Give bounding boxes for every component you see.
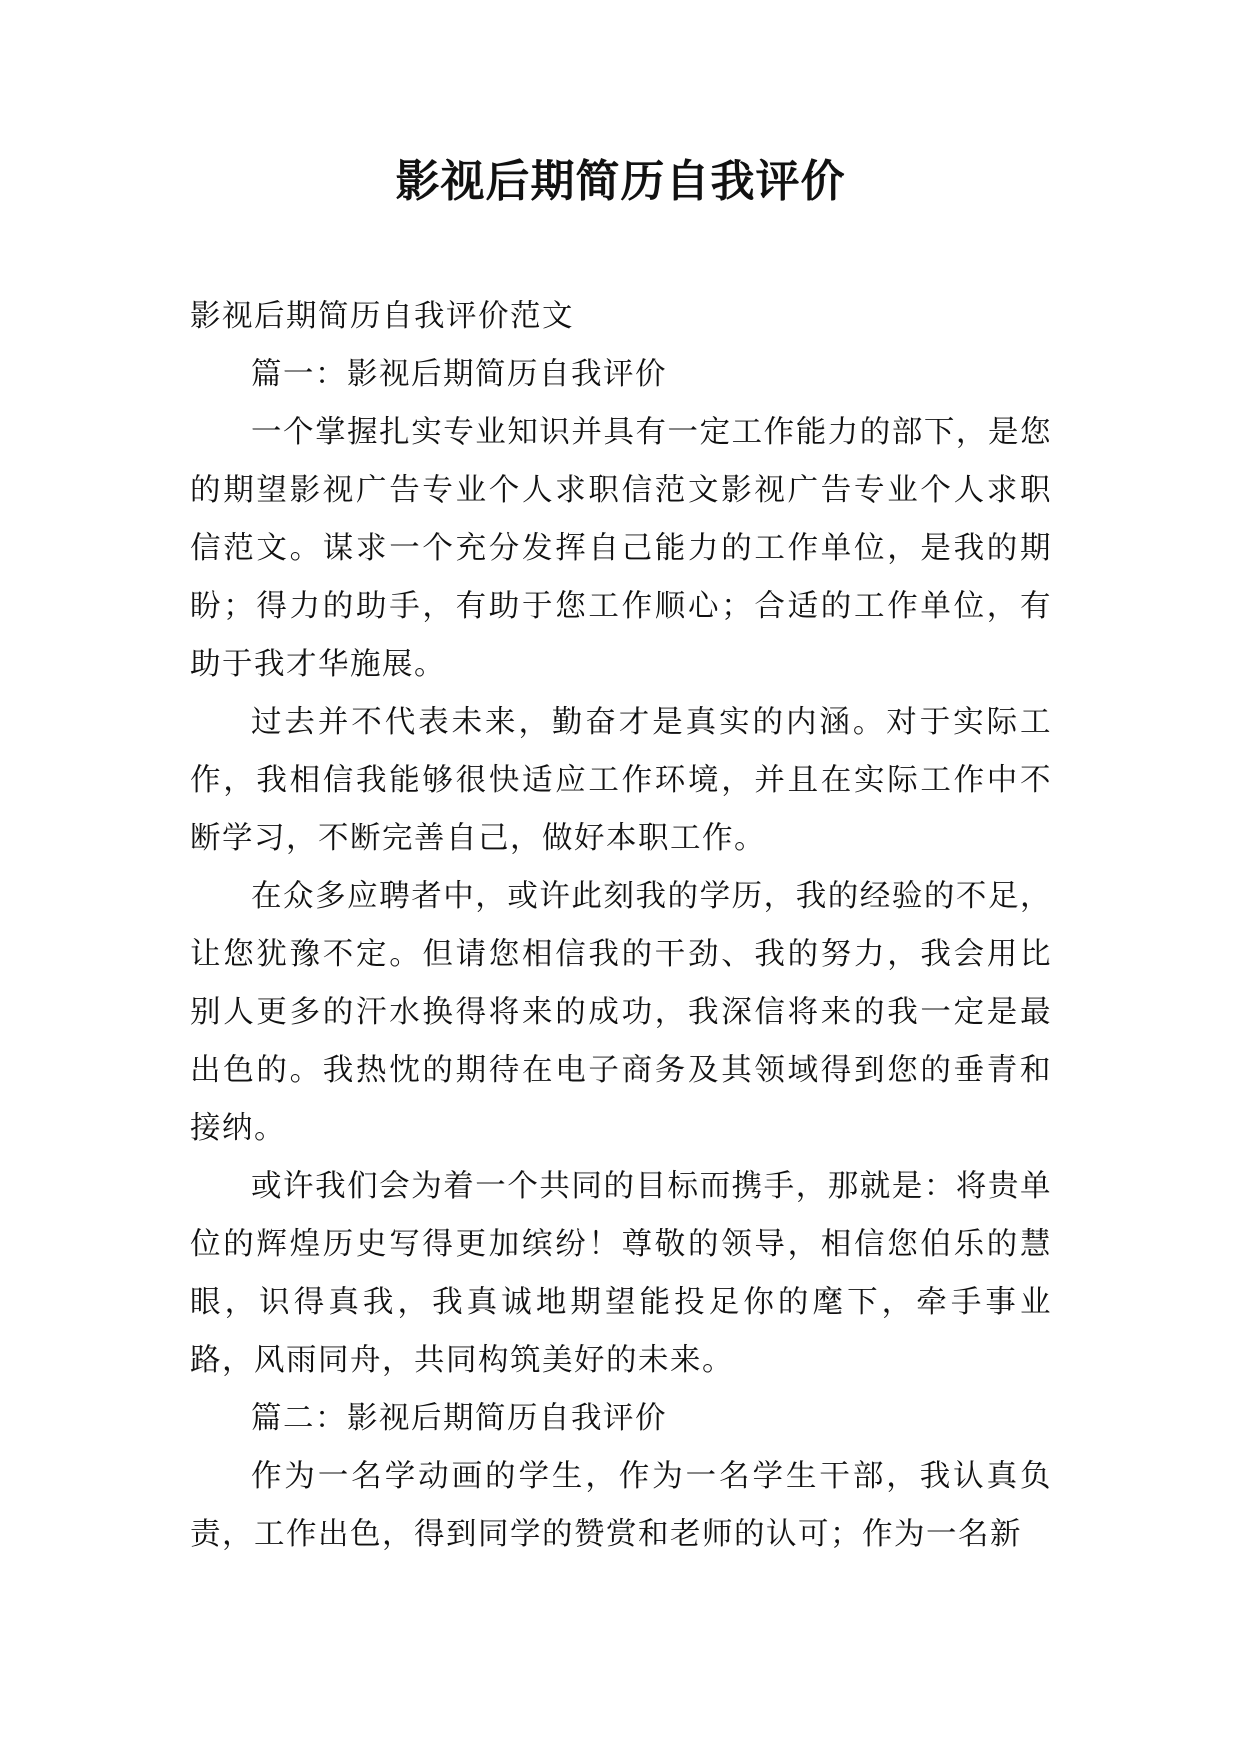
paragraph: 作为一名学动画的学生，作为一名学生干部，我认真负责，工作出色，得到同学的赞赏和老师的认可；作为一名新: [190, 1459, 1052, 1552]
section-heading-1: 篇一：影视后期简历自我评价: [251, 357, 667, 392]
document-title: 影视后期简历自我评价: [395, 156, 846, 207]
paragraph: 在众多应聘者中，或许此刻我的学历，我的经验的不足，让您犹豫不定。但请您相信我的干劲、我的努力，我会用比别人更多的汗水换得将来的成功，我深信将来的我一定是最出色的。我热忱的期待在电子商务及其领域得到您的垂青和接纳。: [190, 879, 1052, 1146]
paragraph: 过去并不代表未来，勤奋才是真实的内涵。对于实际工作，我相信我能够很快适应工作环境，并且在实际工作中不断学习，不断完善自己，做好本职工作。: [190, 705, 1052, 856]
section-heading-2: 篇二：影视后期简历自我评价: [251, 1401, 667, 1436]
document-body: [190, 288, 1052, 1564]
paragraph: 或许我们会为着一个共同的目标而携手，那就是：将贵单位的辉煌历史写得更加缤纷！尊敬的领导，相信您伯乐的慧眼，识得真我，我真诚地期望能投足你的麾下，牵手事业路，风雨同舟，共同构筑美好的未来。: [190, 1169, 1052, 1378]
document-subtitle: 影视后期简历自我评价范文: [190, 299, 574, 334]
paragraph: 一个掌握扎实专业知识并具有一定工作能力的部下，是您的期望影视广告专业个人求职信范文影视广告专业个人求职信范文。谋求一个充分发挥自己能力的工作单位，是我的期盼；得力的助手，有助于您工作顺心；合适的工作单位，有助于我才华施展。: [190, 415, 1052, 682]
